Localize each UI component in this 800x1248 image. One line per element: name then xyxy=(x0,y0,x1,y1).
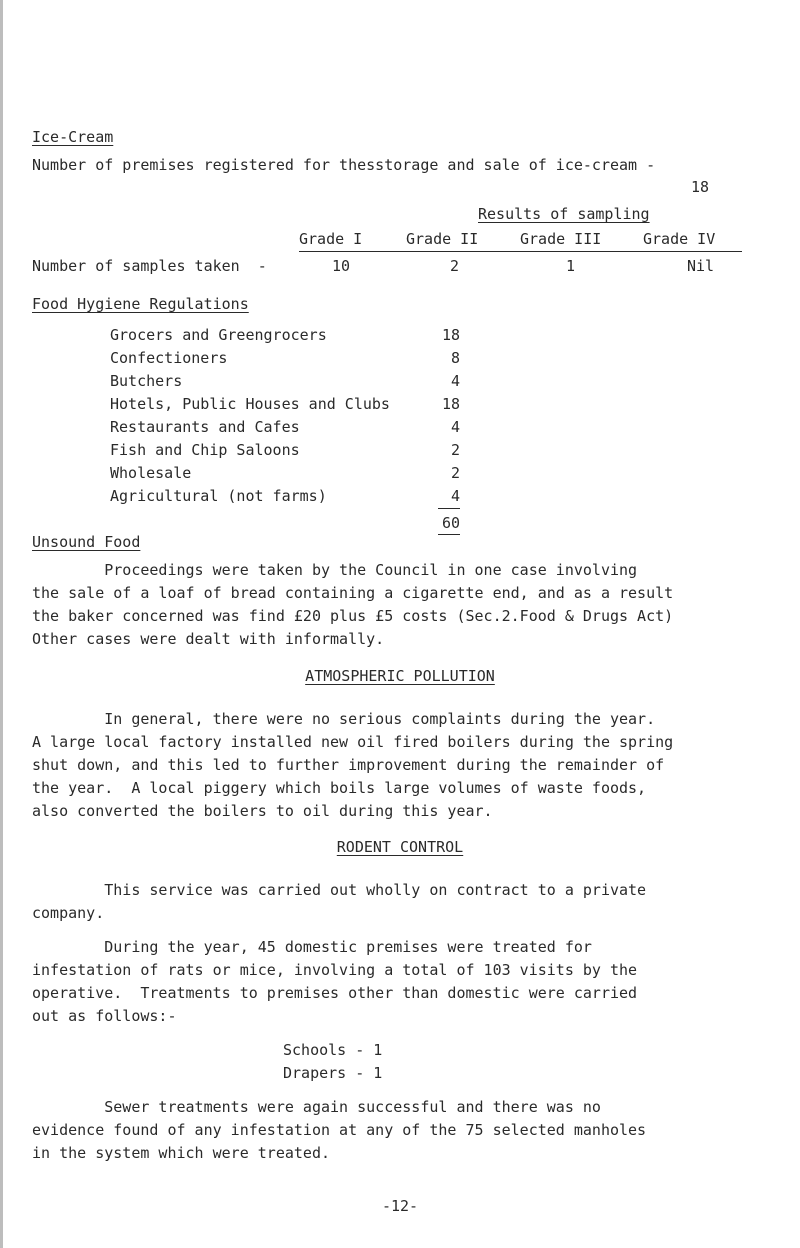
food-hygiene-total: 60 xyxy=(441,514,460,532)
rodent-para-line: operative. Treatments to premises other than domestic were carried xyxy=(32,984,638,1002)
grade-header-1: Grade I xyxy=(299,230,363,248)
treatment-schools: Schools - 1 xyxy=(283,1041,383,1059)
total-rule xyxy=(438,508,460,509)
list-item-value: 2 xyxy=(450,441,460,459)
pollution-line: In general, there were no serious complaints during the year. xyxy=(32,710,656,728)
ice-cream-heading: Ice-Cream xyxy=(32,128,114,146)
list-item-value: 4 xyxy=(450,487,460,505)
rodent-para-line: This service was carried out wholly on contract to a private xyxy=(32,881,647,899)
atmospheric-pollution-heading: ATMOSPHERIC POLLUTION xyxy=(305,667,495,685)
rodent-para-line: During the year, 45 domestic premises were treated for xyxy=(32,938,592,956)
list-item-label: Agricultural (not farms) xyxy=(110,487,327,505)
list-item-label: Butchers xyxy=(110,372,183,390)
samples-taken-label: Number of samples taken - xyxy=(32,257,267,275)
list-item-value: 8 xyxy=(450,349,460,367)
pollution-line: also converted the boilers to oil during this year. xyxy=(32,802,493,820)
list-item-value: 4 xyxy=(450,418,460,436)
samples-grade-2: 2 xyxy=(450,257,460,275)
unsound-food-line: the baker concerned was find £20 plus £5 costs (Sec.2.Food & Drugs Act) xyxy=(32,607,674,625)
grade-header-4: Grade IV xyxy=(643,230,716,248)
results-of-sampling-heading: Results of sampling xyxy=(478,205,650,223)
grade-header-rule xyxy=(299,251,742,252)
grade-header-3: Grade III xyxy=(520,230,602,248)
rodent-para-line: infestation of rats or mice, involving a total of 103 visits by the xyxy=(32,961,638,979)
rodent-para-line: Sewer treatments were again successful and there was no xyxy=(32,1098,601,1116)
list-item-label: Grocers and Greengrocers xyxy=(110,326,327,344)
rodent-control-heading: RODENT CONTROL xyxy=(336,838,464,856)
pollution-line: shut down, and this led to further improvement during the remainder of xyxy=(32,756,665,774)
premises-count: 18 xyxy=(691,178,710,196)
pollution-line: A large local factory installed new oil fired boilers during the spring xyxy=(32,733,674,751)
unsound-food-line: the sale of a loaf of bread containing a cigarette end, and as a result xyxy=(32,584,674,602)
list-item-label: Hotels, Public Houses and Clubs xyxy=(110,395,390,413)
unsound-food-line: Other cases were dealt with informally. xyxy=(32,630,385,648)
rodent-para-line: out as follows:- xyxy=(32,1007,177,1025)
list-item-label: Restaurants and Cafes xyxy=(110,418,300,436)
premises-registered-line: Number of premises registered for thesstorage and sale of ice-cream - xyxy=(32,156,656,174)
unsound-food-heading: Unsound Food xyxy=(32,533,141,551)
grade-header-2: Grade II xyxy=(406,230,479,248)
list-item-label: Wholesale xyxy=(110,464,192,482)
treatment-drapers: Drapers - 1 xyxy=(283,1064,383,1082)
page-number: -12- xyxy=(381,1197,419,1215)
list-item-value: 18 xyxy=(441,395,460,413)
total-underline xyxy=(438,534,460,535)
list-item-value: 2 xyxy=(450,464,460,482)
unsound-food-line: Proceedings were taken by the Council in one case involving xyxy=(32,561,638,579)
food-hygiene-heading: Food Hygiene Regulations xyxy=(32,295,249,313)
list-item-label: Fish and Chip Saloons xyxy=(110,441,300,459)
samples-grade-1: 10 xyxy=(332,257,351,275)
rodent-para-line: company. xyxy=(32,904,105,922)
list-item-value: 18 xyxy=(441,326,460,344)
rodent-para-line: in the system which were treated. xyxy=(32,1144,331,1162)
samples-grade-4: Nil xyxy=(687,257,715,275)
pollution-line: the year. A local piggery which boils large volumes of waste foods, xyxy=(32,779,647,797)
rodent-para-line: evidence found of any infestation at any of the 75 selected manholes xyxy=(32,1121,647,1139)
list-item-label: Confectioners xyxy=(110,349,228,367)
scan-edge xyxy=(0,0,3,1248)
samples-grade-3: 1 xyxy=(566,257,576,275)
list-item-value: 4 xyxy=(450,372,460,390)
